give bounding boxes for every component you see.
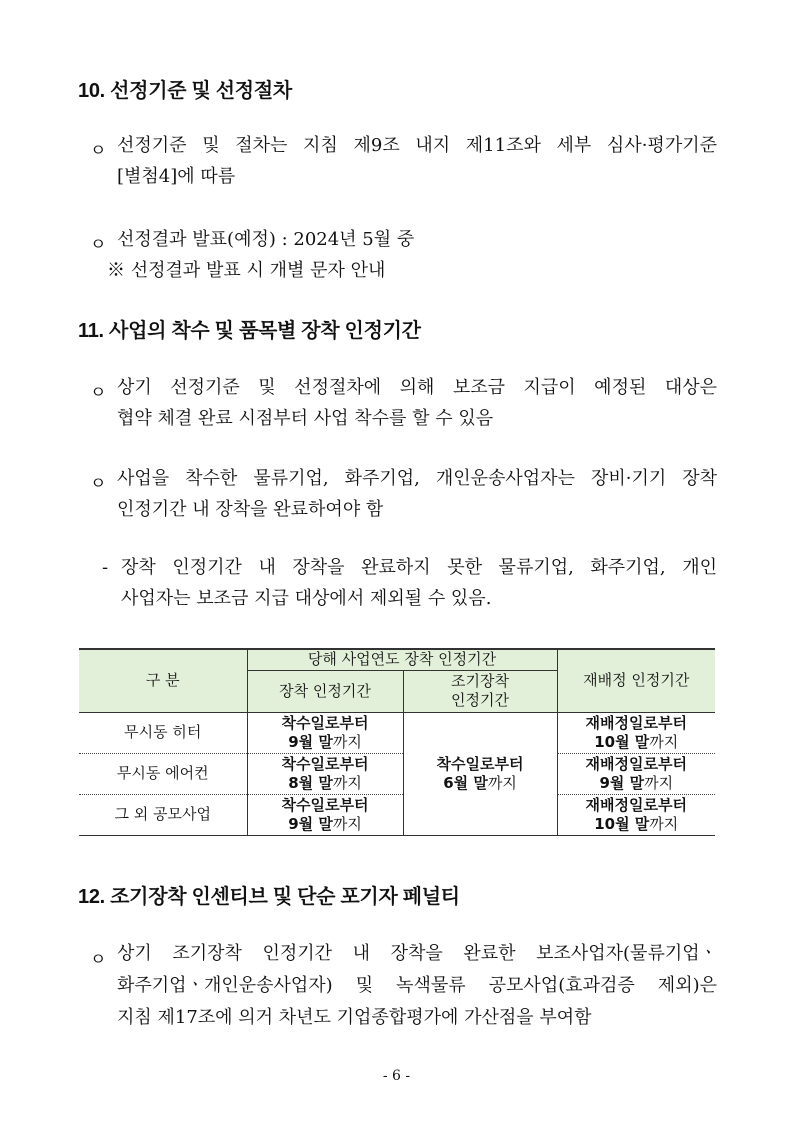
section-heading-11: 11. 사업의 착수 및 품목별 장착 인정기간 bbox=[78, 320, 421, 342]
period-month: 10월 말 bbox=[594, 732, 650, 751]
period-start-text: 재배정일로부터 bbox=[585, 754, 687, 773]
period-start-text: 재배정일로부터 bbox=[585, 713, 687, 732]
period-suffix: 까지 bbox=[332, 773, 362, 792]
row-label: 무시동 히터 bbox=[79, 712, 247, 753]
reallocation-period-cell bbox=[557, 794, 715, 835]
paragraph-line: 인정기간 내 장착을 완료하여야 함 bbox=[117, 499, 384, 520]
bullet-marker: ㅇ bbox=[90, 235, 107, 255]
installation-period-table bbox=[79, 648, 715, 836]
paragraph-line: 사업을 착수한 물류기업, 화주기업, 개인운송사업자는 장비·기기 장착 bbox=[117, 468, 717, 489]
row-label: 무시동 에어컨 bbox=[79, 753, 247, 794]
paragraph-selection-criteria bbox=[117, 130, 717, 192]
section-heading-10: 10. 선정기준 및 선정절차 bbox=[78, 80, 292, 102]
installation-period-cell bbox=[247, 753, 403, 794]
paragraph-early-incentive bbox=[117, 938, 717, 1034]
page-number: - 6 - bbox=[382, 1068, 411, 1084]
paragraph-project-start bbox=[117, 372, 717, 434]
early-installation-cell bbox=[403, 712, 557, 835]
period-start-text: 착수일로부터 bbox=[436, 754, 524, 773]
period-suffix: 까지 bbox=[649, 732, 679, 751]
period-month: 6월 말 bbox=[443, 773, 488, 792]
paragraph-line: 선정결과 발표(예정) : 2024년 5월 중 bbox=[117, 229, 415, 250]
header-early-installation-period: 조기장착 인정기간 bbox=[403, 670, 557, 712]
paragraph-line: 화주기업ㆍ개인운송사업자) 및 녹색물류 공모사업(효과검증 제외)은 bbox=[117, 975, 717, 996]
bullet-marker: ㅇ bbox=[90, 383, 107, 403]
bullet-marker: ㅇ bbox=[90, 950, 107, 970]
bullet-marker: ㅇ bbox=[90, 474, 107, 494]
installation-period-cell bbox=[247, 794, 403, 835]
period-start-text: 재배정일로부터 bbox=[585, 795, 687, 814]
dash-marker: - bbox=[102, 558, 109, 578]
paragraph-line: 협약 체결 완료 시점부터 사업 착수를 할 수 있음 bbox=[117, 408, 494, 429]
header-current-year-period: 당해 사업연도 장착 인정기간 bbox=[247, 649, 557, 670]
paragraph-line: 지침 제17조에 의거 차년도 기업종합평가에 가산점을 부여함 bbox=[117, 1007, 592, 1028]
period-month: 9월 말 bbox=[288, 732, 333, 751]
header-reallocation-period: 재배정 인정기간 bbox=[557, 649, 715, 712]
period-start-text: 착수일로부터 bbox=[281, 795, 369, 814]
paragraph-announcement bbox=[117, 224, 717, 255]
installation-period-cell bbox=[247, 712, 403, 753]
period-start-text: 착수일로부터 bbox=[281, 754, 369, 773]
header-installation-period: 장착 인정기간 bbox=[247, 670, 403, 712]
period-month: 10월 말 bbox=[594, 814, 650, 833]
period-start-text: 착수일로부터 bbox=[281, 713, 369, 732]
paragraph-line: 사업자는 보조금 지급 대상에서 제외될 수 있음. bbox=[121, 588, 492, 609]
paragraph-line: [별첨4]에 따름 bbox=[117, 166, 236, 187]
section-heading-12: 12. 조기장착 인센티브 및 단순 포기자 페널티 bbox=[78, 886, 460, 908]
reallocation-period-cell bbox=[557, 753, 715, 794]
period-month: 9월 말 bbox=[288, 814, 333, 833]
period-suffix: 까지 bbox=[332, 732, 362, 751]
period-suffix: 까지 bbox=[649, 814, 679, 833]
paragraph-line: 장착 인정기간 내 장착을 완료하지 못한 물류기업, 화주기업, 개인 bbox=[121, 557, 717, 578]
period-month: 8월 말 bbox=[288, 773, 333, 792]
bullet-marker: ㅇ bbox=[90, 141, 107, 161]
header-category: 구 분 bbox=[79, 649, 247, 712]
period-suffix: 까지 bbox=[487, 773, 517, 792]
row-label: 그 외 공모사업 bbox=[79, 794, 247, 835]
paragraph-line: 상기 조기장착 인정기간 내 장착을 완료한 보조사업자(물류기업ㆍ bbox=[117, 943, 717, 964]
period-month: 9월 말 bbox=[599, 773, 645, 792]
paragraph-exclusion bbox=[121, 552, 717, 614]
note-text: ※ 선정결과 발표 시 개별 문자 안내 bbox=[107, 260, 386, 281]
paragraph-installation-period bbox=[117, 463, 717, 525]
reallocation-period-cell bbox=[557, 712, 715, 753]
paragraph-line: 선정기준 및 절차는 지침 제9조 내지 제11조와 세부 심사·평가기준 bbox=[117, 135, 717, 156]
period-suffix: 까지 bbox=[332, 814, 362, 833]
period-suffix: 까지 bbox=[644, 773, 674, 792]
paragraph-line: 상기 선정기준 및 선정절차에 의해 보조금 지급이 예정된 대상은 bbox=[117, 377, 717, 398]
